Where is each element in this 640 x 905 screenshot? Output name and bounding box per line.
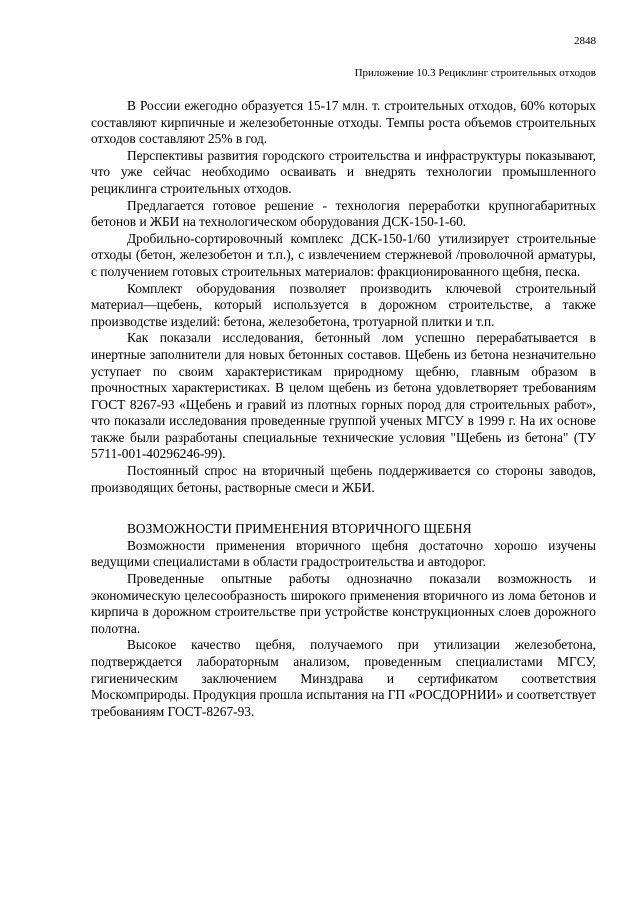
paragraph: Комплект оборудования позволяет производить ключевой строительный материал—щебень, который используется в дорожном строительстве, а также производстве изделий: бетона, железобетона, тротуарной плитки и т.п.	[91, 280, 596, 329]
paragraph: В России ежегодно образуется 15-17 млн. т. строительных отходов, 60% которых составляют кирпичные и железобетонные отходы. Темпы роста объемов строительных отходов составляют 25% в год.	[91, 98, 596, 147]
paragraph: Высокое качество щебня, получаемого при утилизации железобетона, подтверждается лабораторным анализом, проведенным специалистами МГСУ, гигиеническим заключением Минздрава и сертификатом соответствия Москомприроды. Продукция прошла испытания на ГП «РОСДОРНИИ» и соответствует требованиям ГОСТ-8267-93.	[91, 637, 596, 719]
document-body	[91, 98, 596, 720]
paragraph: Проведенные опытные работы однозначно показали возможность и экономическую целесообразность широкого применения вторичного из лома бетонов и кирпича в дорожном строительстве при устройстве конструкционных слоев дорожного полотна.	[91, 571, 596, 636]
section-heading: ВОЗМОЖНОСТИ ПРИМЕНЕНИЯ ВТОРИЧНОГО ЩЕБНЯ	[127, 521, 472, 537]
paragraph: Как показали исследования, бетонный лом успешно перерабатывается в инертные заполнители для новых бетонных составов. Щебень из бетона незначительно уступает по своим характеристикам природному щебню, главным образом в прочностных характеристиках. В целом щебень из бетона удовлетворяет требованиям ГОСТ 8267-93 «Щебень и гравий из плотных горных пород для строительных работ», что показали исследования проведенные группой ученых МГСУ в 1999 г. На их основе также были разработаны специальные технические условия "Щебень из бетона" (ТУ 5711-001-40296246-99).	[91, 330, 596, 462]
running-header: Приложение 10.3 Рециклинг строительных отходов	[354, 67, 596, 79]
paragraph: Предлагается готовое решение - технология переработки крупногабаритных бетонов и ЖБИ на технологическом оборудования ДСК-150-1-60.	[91, 197, 596, 230]
paragraph: Возможности применения вторичного щебня достаточно хорошо изучены ведущими специалистами в области градостроительства и автодорог.	[91, 537, 596, 570]
page-number: 2848	[574, 35, 596, 47]
paragraph: Дробильно-сортировочный комплекс ДСК-150-1/60 утилизирует строительные отходы (бетон, железобетон и т.п.), с извлечением стержневой /проволочной арматуры, с получением готовых строительных материалов: фракционированного щебня, песка.	[91, 230, 596, 279]
paragraph: Перспективы развития городского строительства и инфраструктуры показывают, что уже сейчас необходимо осваивать и внедрять технологии промышленного рециклинга строительных отходов.	[91, 147, 596, 196]
paragraph: Постоянный спрос на вторичный щебень поддерживается со стороны заводов, производящих бетоны, растворные смеси и ЖБИ.	[91, 463, 596, 495]
